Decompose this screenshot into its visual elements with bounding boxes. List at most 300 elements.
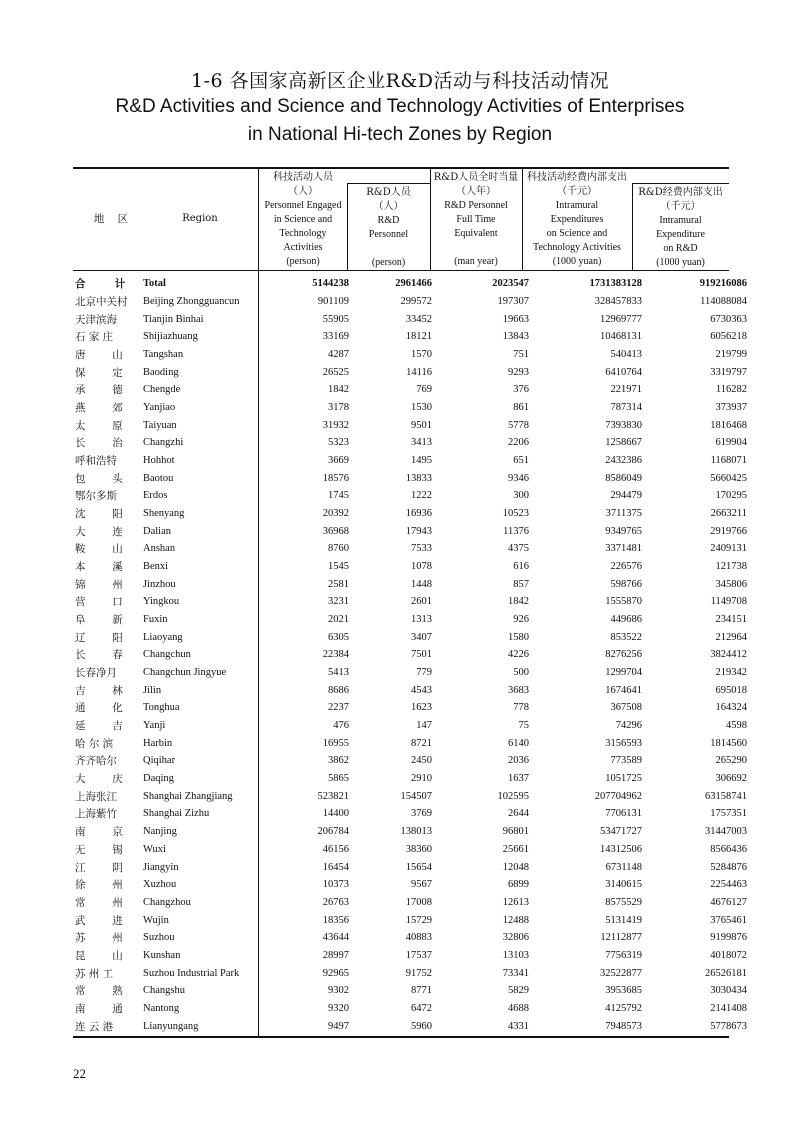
cell-rd-personnel: 9567: [411, 879, 432, 891]
cell-rd-fte: 96801: [502, 826, 529, 838]
cell-rd-fte: 300: [513, 490, 529, 502]
cell-rd-personnel: 769: [416, 384, 432, 396]
cell-rd-personnel: 38360: [405, 843, 432, 855]
table-title-english-line1: R&D Activities and Science and Technology Activities of Enterprises: [115, 96, 685, 117]
cell-st-personnel: 5865: [328, 773, 349, 785]
table-title-chinese: 1-6 各国家高新区企业R&D活动与科技活动情况: [190, 70, 610, 92]
cell-st-expenditure: 1731383128: [589, 278, 642, 290]
cell-st-expenditure: 1051725: [605, 773, 642, 785]
header-bottom-rule: [73, 270, 729, 271]
cell-st-personnel: 43644: [322, 932, 349, 944]
cell-rd-expenditure: 3765461: [710, 914, 747, 926]
cell-rd-expenditure: 306692: [715, 773, 747, 785]
cell-rd-personnel: 154507: [400, 790, 432, 802]
cell-region-en: Changchun Jingyue: [143, 667, 227, 679]
cell-rd-personnel: 1530: [411, 402, 432, 414]
cell-rd-expenditure: 345806: [715, 578, 747, 590]
cell-rd-personnel: 6472: [411, 1002, 432, 1014]
cell-st-personnel: 2237: [328, 702, 349, 714]
header-region-en: Region: [182, 213, 218, 224]
cell-rd-personnel: 1495: [411, 455, 432, 467]
cell-rd-personnel: 16936: [405, 508, 432, 520]
cell-region-cn: 承 德: [75, 384, 123, 397]
cell-st-personnel: 206784: [317, 826, 349, 838]
cell-st-personnel: 1545: [328, 561, 349, 573]
table-row: [73, 522, 751, 540]
cell-rd-fte: 861: [513, 402, 529, 414]
cell-st-personnel: 16955: [322, 737, 349, 749]
cell-rd-expenditure: 5660425: [710, 472, 747, 484]
table-row: [73, 593, 751, 611]
cell-rd-expenditure: 164324: [715, 702, 747, 714]
cell-region-en: Benxi: [143, 561, 169, 573]
cell-rd-fte: 751: [513, 349, 529, 361]
cell-rd-expenditure: 212964: [715, 631, 747, 643]
table-row: [73, 293, 751, 311]
table-row: [73, 787, 751, 805]
cell-st-personnel: 18576: [322, 472, 349, 484]
cell-st-expenditure: 294479: [610, 490, 642, 502]
table-row: [73, 434, 751, 452]
cell-rd-expenditure: 4598: [726, 720, 747, 732]
table-row: [73, 664, 751, 682]
cell-rd-fte: 857: [513, 578, 529, 590]
cell-rd-fte: 6140: [508, 737, 529, 749]
cell-region-en: Shijiazhuang: [143, 331, 198, 343]
cell-region-en: Liaoyang: [143, 631, 183, 643]
cell-region-cn: 合 计: [75, 278, 126, 291]
cell-rd-expenditure: 1814560: [710, 737, 747, 749]
header-st-expenditure: 科技活动经费内部支出 （千元） Intramural Expenditures on Science and Technology Activities (1000 yuan): [527, 172, 627, 267]
cell-rd-personnel: 138013: [400, 826, 432, 838]
cell-st-expenditure: 6731148: [605, 861, 642, 873]
cell-rd-fte: 4375: [508, 543, 529, 555]
cell-rd-personnel: 147: [416, 720, 432, 732]
cell-st-personnel: 28997: [322, 949, 349, 961]
cell-region-cn: 上海张江: [75, 790, 117, 803]
cell-st-expenditure: 598766: [610, 578, 642, 590]
cell-region-en: Suzhou Industrial Park: [143, 967, 240, 979]
cell-region-cn: 辽 阳: [75, 631, 123, 644]
cell-region-cn: 鞍 山: [75, 543, 123, 556]
cell-rd-expenditure: 31447003: [705, 826, 747, 838]
cell-region-cn: 哈 尔 滨: [75, 737, 114, 750]
cell-region-cn: 苏 州: [75, 932, 123, 945]
cell-rd-fte: 12048: [502, 861, 529, 873]
cell-st-personnel: 523821: [317, 790, 349, 802]
cell-region-en: Jilin: [143, 684, 162, 696]
cell-region-cn: 太 原: [75, 419, 123, 432]
cell-region-en: Changshu: [143, 985, 185, 997]
table-row: [73, 310, 751, 328]
cell-region-en: Changzhi: [143, 437, 184, 449]
cell-st-expenditure: 1299704: [605, 667, 642, 679]
cell-rd-personnel: 299572: [400, 296, 432, 307]
cell-st-expenditure: 7948573: [605, 1020, 642, 1032]
table-row: [73, 717, 751, 735]
cell-st-personnel: 5323: [328, 437, 349, 449]
cell-st-personnel: 33169: [322, 331, 349, 343]
cell-st-expenditure: 226576: [610, 561, 642, 573]
cell-region-en: Yanji: [143, 720, 166, 732]
cell-st-expenditure: 787314: [610, 402, 642, 414]
cell-rd-expenditure: 3319797: [710, 366, 747, 378]
cell-rd-personnel: 1623: [411, 702, 432, 714]
cell-rd-fte: 9346: [508, 472, 529, 484]
cell-rd-personnel: 8721: [411, 737, 432, 749]
cell-st-personnel: 2581: [328, 578, 349, 590]
header-st-personnel: 科技活动人员 （人） Personnel Engaged in Science and Technology Activities (person): [264, 172, 342, 267]
cell-rd-personnel: 7501: [411, 649, 432, 661]
cell-rd-fte: 4226: [508, 649, 529, 661]
cell-rd-expenditure: 1149708: [710, 596, 747, 608]
cell-st-expenditure: 853522: [610, 631, 642, 643]
cell-rd-expenditure: 5778673: [710, 1020, 747, 1032]
cell-region-cn: 吉 林: [75, 684, 123, 697]
table-row: [73, 929, 751, 947]
cell-rd-fte: 500: [513, 667, 529, 679]
table-row: [73, 399, 751, 417]
cell-rd-fte: 1842: [508, 596, 529, 608]
cell-region-en: Changchun: [143, 649, 191, 661]
cell-rd-expenditure: 619904: [715, 437, 747, 449]
cell-rd-fte: 13843: [502, 331, 529, 343]
cell-rd-expenditure: 8566436: [710, 843, 747, 855]
cell-region-cn: 南 京: [75, 826, 123, 839]
cell-region-en: Wujin: [143, 914, 169, 926]
cell-region-en: Nanjing: [143, 826, 177, 838]
cell-st-personnel: 26525: [322, 366, 349, 378]
cell-st-personnel: 476: [333, 720, 349, 732]
cell-st-personnel: 3231: [328, 596, 349, 608]
cell-rd-expenditure: 695018: [715, 684, 747, 696]
cell-st-expenditure: 6410764: [605, 366, 642, 378]
cell-st-personnel: 5413: [328, 667, 349, 679]
table-row: [73, 505, 751, 523]
cell-st-personnel: 18356: [322, 914, 349, 926]
cell-st-personnel: 6305: [328, 631, 349, 643]
cell-region-cn: 鄂尔多斯: [75, 490, 117, 503]
table-row: [73, 487, 751, 505]
cell-region-en: Tianjin Binhai: [143, 313, 204, 325]
cell-region-cn: 大 庆: [75, 773, 123, 786]
cell-st-expenditure: 12969777: [600, 313, 642, 325]
table-row: [73, 911, 751, 929]
cell-region-cn: 齐齐哈尔: [75, 755, 117, 768]
cell-rd-expenditure: 2919766: [710, 525, 747, 537]
cell-rd-expenditure: 373937: [715, 402, 747, 414]
cell-region-en: Suzhou: [143, 932, 175, 944]
table-row: [73, 876, 751, 894]
cell-rd-personnel: 1570: [411, 349, 432, 361]
cell-region-cn: 保 定: [75, 366, 123, 379]
cell-st-expenditure: 3371481: [605, 543, 642, 555]
cell-st-personnel: 2021: [328, 614, 349, 626]
cell-region-en: Fuxin: [143, 614, 168, 626]
cell-region-cn: 昆 山: [75, 949, 123, 962]
cell-region-en: Anshan: [143, 543, 176, 555]
cell-st-personnel: 9497: [328, 1020, 349, 1032]
cell-region-en: Shenyang: [143, 508, 185, 520]
cell-rd-expenditure: 2409131: [710, 543, 747, 555]
cell-region-cn: 唐 山: [75, 349, 123, 362]
table-row: [73, 628, 751, 646]
cell-st-personnel: 10373: [322, 879, 349, 891]
cell-region-en: Beijing Zhongguancun: [143, 296, 240, 307]
cell-rd-fte: 19663: [502, 313, 529, 325]
cell-st-expenditure: 8276256: [605, 649, 642, 661]
cell-region-cn: 长 治: [75, 437, 123, 450]
subheader-rule: [632, 183, 729, 184]
page-number: 22: [73, 1066, 86, 1081]
cell-rd-personnel: 2601: [411, 596, 432, 608]
cell-rd-expenditure: 1816468: [710, 419, 747, 431]
table-title-english-line2: in National Hi-tech Zones by Region: [247, 124, 553, 145]
cell-rd-expenditure: 63158741: [705, 790, 747, 802]
cell-st-personnel: 9302: [328, 985, 349, 997]
cell-st-expenditure: 32522877: [600, 967, 642, 979]
cell-st-personnel: 31932: [322, 419, 349, 431]
cell-rd-fte: 1637: [508, 773, 529, 785]
cell-st-expenditure: 1674641: [605, 684, 642, 696]
cell-st-expenditure: 1258667: [605, 437, 642, 449]
cell-st-personnel: 16454: [322, 861, 349, 873]
table-row: [73, 1017, 751, 1035]
cell-st-expenditure: 3711375: [605, 508, 642, 520]
cell-region-en: Daqing: [143, 773, 174, 785]
cell-st-expenditure: 7706131: [605, 808, 642, 820]
cell-rd-fte: 9293: [508, 366, 529, 378]
cell-rd-expenditure: 1757351: [710, 808, 747, 820]
bottom-rule: [73, 1036, 729, 1038]
cell-rd-expenditure: 219799: [715, 349, 747, 361]
cell-st-personnel: 5144238: [312, 278, 349, 290]
cell-rd-personnel: 1313: [411, 614, 432, 626]
cell-st-personnel: 1842: [328, 384, 349, 396]
table-row: [73, 734, 751, 752]
cell-region-cn: 延 吉: [75, 720, 123, 733]
cell-region-cn: 武 进: [75, 914, 123, 927]
cell-region-cn: 本 溪: [75, 561, 123, 574]
cell-region-en: Shanghai Zhangjiang: [143, 790, 233, 802]
cell-st-personnel: 22384: [322, 649, 349, 661]
cell-region-en: Tonghua: [143, 702, 180, 714]
cell-region-en: Wuxi: [143, 843, 166, 855]
top-rule: [73, 167, 729, 169]
cell-rd-personnel: 15654: [405, 861, 432, 873]
cell-region-cn: 通 化: [75, 702, 123, 715]
cell-rd-personnel: 17537: [405, 949, 432, 961]
cell-st-expenditure: 8586049: [605, 472, 642, 484]
cell-rd-fte: 102595: [497, 790, 529, 802]
cell-st-personnel: 55905: [322, 313, 349, 325]
cell-region-cn: 连 云 港: [75, 1020, 114, 1033]
cell-st-personnel: 4287: [328, 349, 349, 361]
cell-rd-expenditure: 6730363: [710, 313, 747, 325]
cell-rd-expenditure: 2254463: [710, 879, 747, 891]
cell-rd-fte: 778: [513, 702, 529, 714]
table-row: [73, 363, 751, 381]
cell-region-cn: 江 阴: [75, 861, 123, 874]
data-table-body: [73, 275, 751, 1035]
cell-st-expenditure: 12112877: [600, 932, 642, 944]
cell-rd-expenditure: 2141408: [710, 1002, 747, 1014]
cell-st-expenditure: 8575529: [605, 896, 642, 908]
cell-region-cn: 常 州: [75, 896, 123, 909]
cell-st-expenditure: 3953685: [605, 985, 642, 997]
cell-rd-fte: 2023547: [492, 278, 529, 290]
table-row: [73, 841, 751, 859]
cell-region-cn: 呼和浩特: [75, 455, 117, 468]
table-row: [73, 381, 751, 399]
cell-region-cn: 南 通: [75, 1002, 123, 1015]
cell-rd-expenditure: 2663211: [710, 508, 747, 520]
table-row: [73, 964, 751, 982]
table-row: [73, 823, 751, 841]
cell-region-cn: 燕 郊: [75, 402, 123, 415]
cell-rd-fte: 926: [513, 614, 529, 626]
cell-st-personnel: 26763: [322, 896, 349, 908]
cell-rd-personnel: 15729: [405, 914, 432, 926]
cell-region-en: Yanjiao: [143, 402, 176, 414]
cell-st-expenditure: 773589: [610, 755, 642, 767]
table-row: [73, 611, 751, 629]
cell-region-en: Lianyungang: [143, 1020, 199, 1032]
cell-rd-personnel: 2450: [411, 755, 432, 767]
cell-st-expenditure: 53471727: [600, 826, 642, 838]
cell-st-expenditure: 3140615: [605, 879, 642, 891]
cell-region-en: Jiangyin: [143, 861, 179, 873]
cell-rd-personnel: 779: [416, 667, 432, 679]
cell-st-personnel: 9320: [328, 1002, 349, 1014]
cell-rd-fte: 4688: [508, 1002, 529, 1014]
cell-rd-expenditure: 9199876: [710, 932, 747, 944]
cell-st-personnel: 3669: [328, 455, 349, 467]
cell-rd-fte: 13103: [502, 949, 529, 961]
cell-st-expenditure: 4125792: [605, 1002, 642, 1014]
cell-rd-fte: 75: [518, 720, 529, 732]
table-row: [73, 575, 751, 593]
table-row-total: [73, 275, 751, 293]
table-row: [73, 752, 751, 770]
header-rd-personnel: R&D人员 （人） R&D Personnel (person): [366, 187, 411, 268]
cell-rd-personnel: 3769: [411, 808, 432, 820]
cell-st-expenditure: 540413: [610, 349, 642, 361]
table-row: [73, 805, 751, 823]
cell-rd-personnel: 8771: [411, 985, 432, 997]
header-rd-expenditure: R&D经费内部支出 （千元） Intramural Expenditure on R&D (1000 yuan): [638, 187, 723, 268]
cell-st-expenditure: 221971: [610, 384, 642, 396]
cell-st-personnel: 20392: [322, 508, 349, 520]
cell-region-en: Total: [143, 278, 166, 290]
table-row: [73, 1000, 751, 1018]
cell-rd-expenditure: 116282: [715, 384, 747, 396]
table-row: [73, 558, 751, 576]
cell-rd-expenditure: 3824412: [710, 649, 747, 661]
cell-rd-fte: 197307: [497, 296, 529, 307]
cell-rd-personnel: 3407: [411, 631, 432, 643]
cell-region-en: Hohhot: [143, 455, 175, 467]
cell-rd-fte: 25661: [502, 843, 529, 855]
table-row: [73, 416, 751, 434]
cell-region-en: Shanghai Zizhu: [143, 808, 210, 820]
cell-rd-fte: 32806: [502, 932, 529, 944]
cell-region-en: Taiyuan: [143, 419, 177, 431]
cell-rd-personnel: 4543: [411, 684, 432, 696]
cell-rd-personnel: 91752: [405, 967, 432, 979]
cell-rd-personnel: 9501: [411, 419, 432, 431]
table-row: [73, 770, 751, 788]
cell-rd-fte: 11376: [503, 525, 529, 537]
cell-st-expenditure: 74296: [615, 720, 642, 732]
cell-st-expenditure: 449686: [610, 614, 642, 626]
cell-rd-personnel: 7533: [411, 543, 432, 555]
cell-rd-fte: 5778: [508, 419, 529, 431]
table-row: [73, 947, 751, 965]
table-row: [73, 346, 751, 364]
cell-rd-personnel: 18121: [405, 331, 432, 343]
cell-rd-expenditure: 234151: [715, 614, 747, 626]
subheader-rule: [347, 183, 430, 184]
cell-region-en: Dalian: [143, 525, 171, 537]
cell-rd-fte: 2206: [508, 437, 529, 449]
cell-st-personnel: 901109: [317, 296, 349, 307]
cell-region-cn: 徐 州: [75, 879, 123, 892]
cell-region-en: Erdos: [143, 490, 168, 502]
cell-rd-personnel: 17943: [405, 525, 432, 537]
cell-region-en: Nantong: [143, 1002, 180, 1014]
table-row: [73, 328, 751, 346]
cell-rd-fte: 12613: [502, 896, 529, 908]
cell-region-cn: 石 家 庄: [75, 331, 114, 344]
cell-st-personnel: 46156: [322, 843, 349, 855]
cell-region-cn: 阜 新: [75, 614, 123, 627]
cell-rd-fte: 5829: [508, 985, 529, 997]
cell-st-personnel: 92965: [322, 967, 349, 979]
cell-rd-personnel: 14116: [406, 366, 432, 378]
cell-rd-fte: 73341: [502, 967, 529, 979]
cell-region-cn: 沈 阳: [75, 508, 123, 521]
cell-rd-fte: 2644: [508, 808, 529, 820]
table-row: [73, 699, 751, 717]
cell-rd-expenditure: 5284876: [710, 861, 747, 873]
cell-region-cn: 大 连: [75, 525, 123, 538]
cell-st-expenditure: 7756319: [605, 949, 642, 961]
cell-region-cn: 营 口: [75, 596, 123, 609]
cell-region-cn: 长 春: [75, 649, 123, 662]
table-row: [73, 540, 751, 558]
cell-st-expenditure: 5131419: [605, 914, 642, 926]
cell-st-expenditure: 7393830: [605, 419, 642, 431]
cell-st-expenditure: 367508: [610, 702, 642, 714]
cell-region-cn: 苏 州 工: [75, 967, 114, 980]
cell-rd-fte: 3683: [508, 684, 529, 696]
cell-st-expenditure: 207704962: [594, 790, 642, 802]
table-row: [73, 681, 751, 699]
cell-st-expenditure: 10468131: [600, 331, 642, 343]
table-row: [73, 646, 751, 664]
data-table: [73, 275, 751, 1035]
cell-st-personnel: 3862: [328, 755, 349, 767]
cell-rd-expenditure: 219342: [715, 667, 747, 679]
cell-rd-expenditure: 4018072: [710, 949, 747, 961]
cell-rd-fte: 10523: [502, 508, 529, 520]
cell-region-en: Baoding: [143, 366, 179, 378]
cell-rd-personnel: 2961466: [395, 278, 432, 290]
cell-region-cn: 长春净月: [75, 667, 117, 680]
cell-rd-personnel: 3413: [411, 437, 432, 449]
cell-region-cn: 无 锡: [75, 843, 123, 856]
